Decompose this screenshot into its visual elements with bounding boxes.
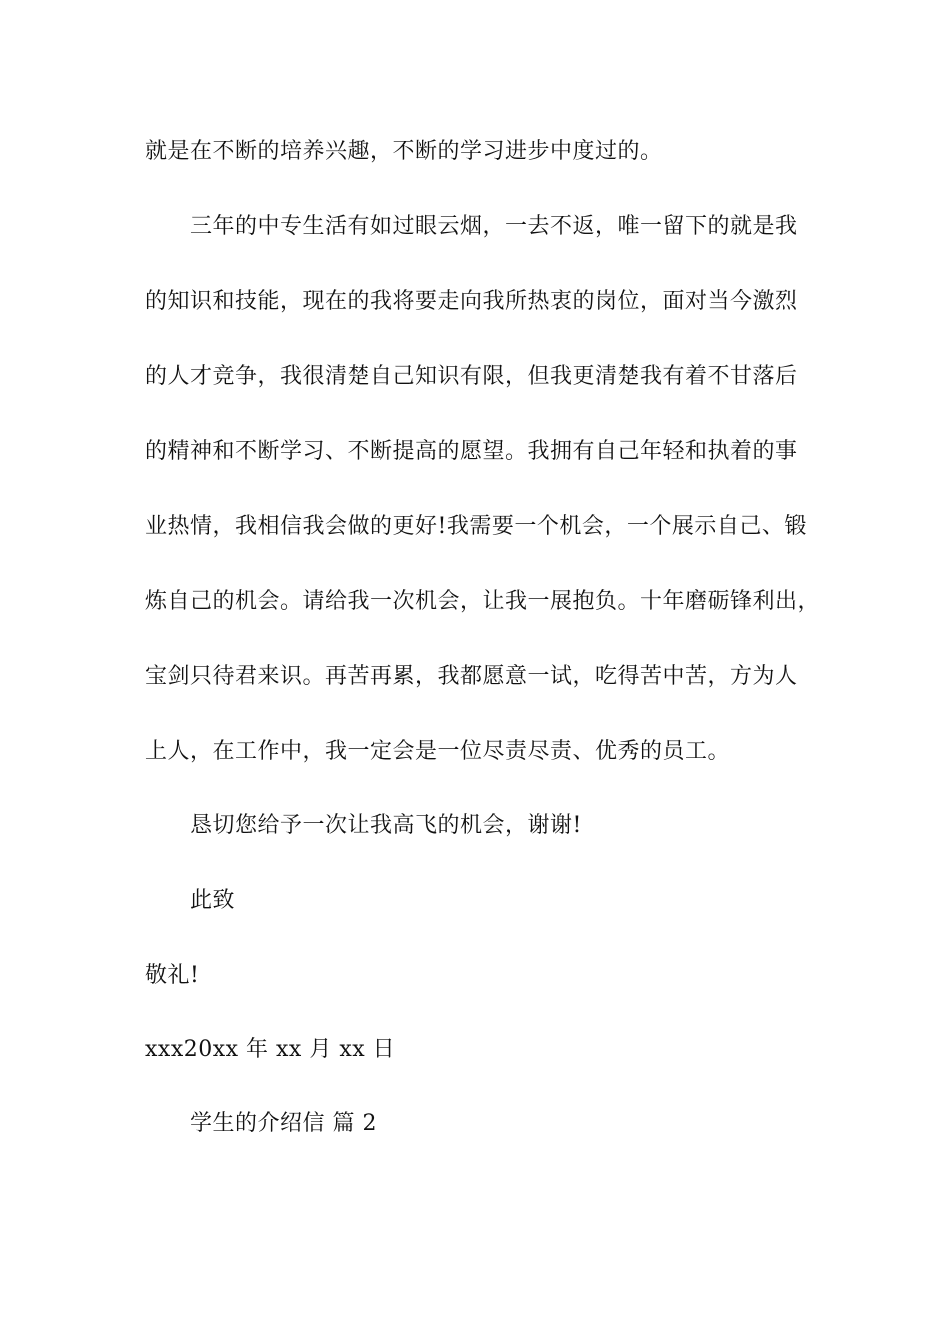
paragraph-line: 宝剑只待君来识。再苦再累，我都愿意一试，吃得苦中苦，方为人 (145, 664, 798, 689)
paragraph-line: 就是在不断的培养兴趣，不断的学习进步中度过的。 (145, 139, 663, 164)
paragraph-line: 业热情，我相信我会做的更好!我需要一个机会，一个展示自己、锻 (145, 514, 807, 539)
paragraph-line: 上人，在工作中，我一定会是一位尽责尽责、优秀的员工。 (145, 739, 731, 764)
closing-regards: 敬礼! (145, 963, 200, 988)
paragraph-line: 的人才竞争，我很清楚自己知识有限，但我更清楚我有着不甘落后 (145, 364, 798, 389)
closing-salutation: 此致 (190, 888, 236, 913)
signature-date: xxx20xx 年 xx 月 xx 日 (145, 1037, 396, 1062)
paragraph-line: 炼自己的机会。请给我一次机会，让我一展抱负。十年磨砺锋利出， (145, 589, 821, 614)
paragraph-line: 的知识和技能，现在的我将要走向我所热衷的岗位，面对当今激烈 (145, 289, 798, 314)
paragraph-line: 三年的中专生活有如过眼云烟，一去不返，唯一留下的就是我 (190, 214, 798, 239)
paragraph-line: 的精神和不断学习、不断提高的愿望。我拥有自己年轻和执着的事 (145, 439, 798, 464)
paragraph-line: 恳切您给予一次让我高飞的机会，谢谢! (190, 813, 582, 838)
section-heading: 学生的介绍信 篇 2 (190, 1111, 377, 1136)
